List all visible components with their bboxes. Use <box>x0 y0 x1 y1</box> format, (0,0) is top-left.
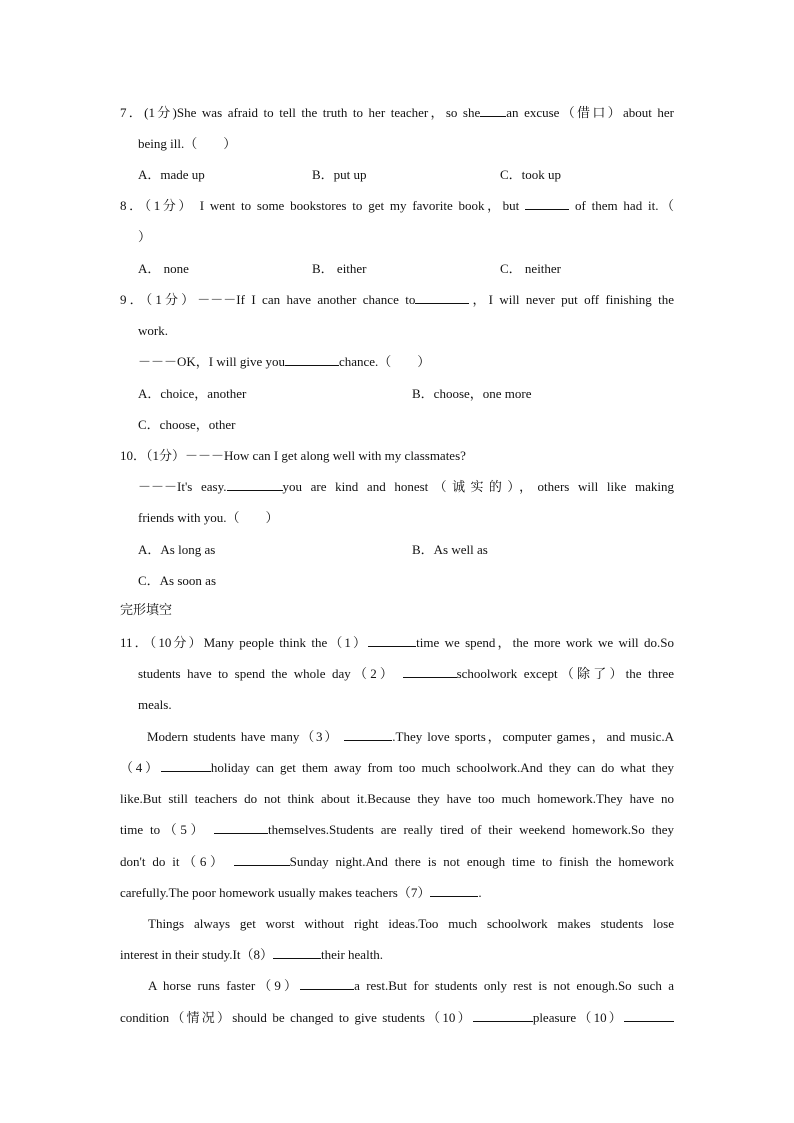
q10-number: 10． <box>120 448 147 463</box>
q11-line-13 <box>120 1010 674 1026</box>
q10-text-1: －－－How can I get along well with my classmates? <box>185 448 466 463</box>
q10-text-2: －－－It's easy. <box>138 479 227 494</box>
q8-option-b[interactable]: B． either <box>312 261 367 276</box>
q7-number: 7． <box>120 105 145 120</box>
q10-line-3: friends with you.（ ） <box>138 510 279 525</box>
q11-blank-6[interactable] <box>234 854 290 866</box>
q9-option-c[interactable]: C．choose，other <box>138 417 236 432</box>
q11-number: 11． <box>120 635 150 650</box>
q10-blank[interactable] <box>227 479 283 491</box>
q11-text-12a: A horse runs faster（9） <box>148 978 301 993</box>
q11-text-4b: .They love sports，computer games，and music.A <box>392 729 674 744</box>
q11-line-3: meals. <box>138 697 172 712</box>
q11-blank-4[interactable] <box>161 760 211 772</box>
q9-line-1 <box>120 292 674 308</box>
q11-text-5a: （4） <box>120 760 161 775</box>
q11-blank-9[interactable] <box>300 978 354 990</box>
q11-blank-5[interactable] <box>214 822 268 834</box>
q11-blank-10b[interactable] <box>624 1010 674 1022</box>
q11-text-11b: their health. <box>320 947 384 962</box>
q9-score: （1分） <box>145 292 198 307</box>
q8-number: 8． <box>120 198 145 213</box>
q10-text-3: you are kind and honest（诚实的），others will like making <box>282 479 674 494</box>
q11-text-2b: schoolwork except（除了）the three <box>456 666 675 681</box>
q11-text-1b: time we spend，the more work we will do.So <box>416 635 674 650</box>
q11-blank-1[interactable] <box>368 635 416 647</box>
q10-option-b[interactable]: B．As well as <box>412 542 488 557</box>
q11-text-9b: . <box>478 885 482 900</box>
q11-blank-8[interactable] <box>273 947 321 959</box>
q8-score: （1分） <box>144 198 194 213</box>
q10-line-1 <box>120 448 466 464</box>
q11-text-2a: students have to spend the whole day（2） <box>138 666 397 681</box>
q10-option-c[interactable]: C．As soon as <box>138 573 217 588</box>
q10-option-a[interactable]: A．As long as <box>138 542 216 557</box>
section-title: 完形填空 <box>120 603 173 618</box>
q9-text-4: －－－OK，I will give you <box>138 354 285 369</box>
q8-option-a[interactable]: A． none <box>138 261 189 276</box>
q11-text-8b: Sunday night.And there is not enough time to finish the homework <box>289 854 674 869</box>
q8-text-1: I went to some bookstores to get my favorite book，but <box>199 198 520 213</box>
q11-text-5b: holiday can get them away from too much schoolwork.And they can do what they <box>210 760 674 775</box>
q11-blank-2[interactable] <box>403 666 457 678</box>
q11-line-7 <box>120 822 674 838</box>
q7-line-2: being ill.（ ） <box>138 136 237 151</box>
q11-line-5 <box>120 760 674 776</box>
q11-line-8 <box>120 854 674 870</box>
q11-text-9a: carefully.The poor homework usually makes teachers（7） <box>120 885 431 900</box>
q11-text-11a: interest in their study.It（8） <box>120 947 273 962</box>
q11-line-4 <box>147 729 674 745</box>
q11-line-10: Things always get worst without right ideas.Too much schoolwork makes students lose <box>148 916 674 931</box>
q11-text-4a: Modern students have many（3） <box>147 729 340 744</box>
q11-line-2 <box>138 666 674 682</box>
q11-text-7a: time to（5） <box>120 822 208 837</box>
q9-line-2: work. <box>138 323 168 338</box>
q11-line-1 <box>120 635 674 651</box>
q11-text-12b: a rest.But for students only rest is not enough.So such a <box>354 978 674 993</box>
q11-line-11 <box>120 947 383 963</box>
q11-text-13a: condition（情况）should be changed to give students（10） <box>120 1010 473 1025</box>
q8-line-2: ） <box>138 229 152 244</box>
q11-line-6: like.But still teachers do not think about it.Because they have too much homework.They have no <box>120 791 674 806</box>
q11-text-1a: Many people think the（1） <box>203 635 369 650</box>
q11-text-13b: pleasure（10） <box>532 1010 625 1025</box>
q8-line-1 <box>120 198 674 214</box>
q7-option-a[interactable]: A．made up <box>138 167 205 182</box>
q8-text-2: of them had it.（ <box>574 198 675 213</box>
q8-option-c[interactable]: C． neither <box>500 261 562 276</box>
q7-option-c[interactable]: C．took up <box>500 167 562 182</box>
q7-option-b[interactable]: B．put up <box>312 167 367 182</box>
q7-line-1 <box>120 105 674 121</box>
q10-score: （1分） <box>146 448 186 463</box>
q11-blank-10a[interactable] <box>473 1010 533 1022</box>
q9-blank-2[interactable] <box>285 354 339 366</box>
q11-line-12 <box>148 978 674 994</box>
q9-option-b[interactable]: B．choose，one more <box>412 386 532 401</box>
q9-number: 9． <box>120 292 146 307</box>
q9-text-1: －－－If I can have another chance to <box>197 292 416 307</box>
q11-blank-7[interactable] <box>430 885 478 897</box>
q8-blank[interactable] <box>525 198 569 210</box>
q11-score: （10分） <box>149 635 204 650</box>
q9-text-5: chance.（ ） <box>338 354 431 369</box>
q9-line-3 <box>138 354 430 370</box>
q11-text-8a: don't do it（6） <box>120 854 227 869</box>
q9-option-a[interactable]: A．choice，another <box>138 386 247 401</box>
q11-text-7b: themselves.Students are really tired of their weekend homework.So they <box>268 822 674 837</box>
q10-line-2 <box>138 479 674 495</box>
q7-score: (1分) <box>144 105 177 120</box>
q11-line-9 <box>120 885 482 901</box>
q9-text-2: ，I will never put off finishing the <box>469 292 674 307</box>
q9-blank-1[interactable] <box>415 292 469 304</box>
q7-text-2: an excuse（借口）about her <box>506 105 674 120</box>
q7-text-1: She was afraid to tell the truth to her teacher，so she <box>176 105 481 120</box>
q7-blank[interactable] <box>480 105 506 117</box>
q11-blank-3[interactable] <box>344 729 392 741</box>
